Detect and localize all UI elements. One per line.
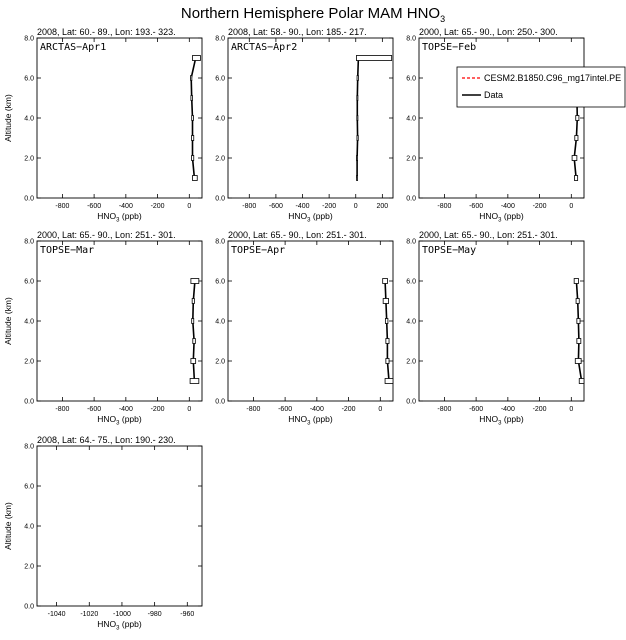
x-tick-label: -1040 <box>47 611 66 618</box>
x-tick-label: -800 <box>55 203 70 210</box>
x-axis-label <box>479 414 524 427</box>
data-range-box <box>576 299 579 304</box>
plot-frame <box>228 241 393 401</box>
data-range-box <box>574 176 577 181</box>
y-tick-label: 2.0 <box>24 563 34 571</box>
y-axis-label: Altitude (km) <box>3 297 13 345</box>
y-tick-label: 8.0 <box>24 443 34 451</box>
x-axis-label-sub: 3 <box>307 217 311 224</box>
x-tick-label: -800 <box>55 406 70 413</box>
data-range-box <box>383 279 388 284</box>
y-tick-label: 2.0 <box>24 358 34 366</box>
x-axis-label-main: HNO <box>288 211 308 221</box>
panel-info: 2000, Lat: 65.- 90., Lon: 251.- 301. <box>37 230 176 240</box>
x-tick-label: 0 <box>187 406 192 413</box>
x-tick-label: 0 <box>569 203 574 210</box>
y-tick-label: 8.0 <box>406 238 416 246</box>
plot-frame <box>419 241 584 401</box>
panel-info: 2000, Lat: 65.- 90., Lon: 250.- 300. <box>419 27 558 37</box>
data-range-box <box>357 96 358 101</box>
plot-frame <box>37 38 202 198</box>
data-range-box <box>191 76 192 81</box>
y-tick-label: 6.0 <box>24 75 34 83</box>
x-tick-label: -600 <box>268 203 283 210</box>
data-range-box <box>192 299 194 304</box>
x-axis-label-main: HNO <box>97 414 117 424</box>
y-tick-label: 8.0 <box>215 238 225 246</box>
x-axis-label <box>97 619 142 632</box>
y-tick-label: 2.0 <box>24 155 34 163</box>
y-tick-label: 2.0 <box>215 358 225 366</box>
x-tick-label: -200 <box>150 203 165 210</box>
data-range-box <box>191 96 193 101</box>
x-tick-label: 0 <box>353 203 358 210</box>
x-tick-label: -1020 <box>80 611 99 618</box>
data-range-box <box>385 379 393 384</box>
y-tick-label: 4.0 <box>24 318 34 326</box>
x-axis-label-sub: 3 <box>498 420 502 427</box>
data-range-box <box>576 116 579 121</box>
x-axis-label-sub: 3 <box>116 420 120 427</box>
data-range-box <box>357 136 358 141</box>
x-tick-label: -200 <box>532 203 547 210</box>
campaign-label: ARCTAS−Apr2 <box>231 42 298 53</box>
x-tick-label: -600 <box>87 203 102 210</box>
panel-2 <box>215 27 393 224</box>
y-tick-label: 4.0 <box>215 115 225 123</box>
y-axis-label: Altitude (km) <box>3 94 13 142</box>
y-tick-label: 0.0 <box>24 398 34 406</box>
x-tick-label: -800 <box>246 406 261 413</box>
data-range-box <box>386 359 389 364</box>
data-range-box <box>383 299 388 304</box>
data-range-box <box>385 319 388 324</box>
x-tick-label: -600 <box>469 203 484 210</box>
y-tick-label: 8.0 <box>406 35 416 43</box>
data-range-box <box>357 116 358 121</box>
x-axis-label <box>97 211 142 224</box>
x-tick-label: -800 <box>437 406 452 413</box>
panels <box>3 27 625 632</box>
x-tick-label: -200 <box>341 406 356 413</box>
data-range-box <box>574 279 578 284</box>
x-tick-label: 0 <box>378 406 383 413</box>
panel-info: 2008, Lat: 64.- 75., Lon: 190.- 230. <box>37 435 176 445</box>
x-tick-label: -600 <box>469 406 484 413</box>
y-tick-label: 6.0 <box>24 483 34 491</box>
y-tick-label: 2.0 <box>215 155 225 163</box>
y-tick-label: 8.0 <box>215 35 225 43</box>
x-axis-label <box>288 211 333 224</box>
x-axis-label-main: HNO <box>97 211 117 221</box>
plot-frame <box>228 38 393 198</box>
x-axis-label-unit: (ppb) <box>119 414 142 424</box>
data-range-box <box>357 176 358 181</box>
y-tick-label: 8.0 <box>24 35 34 43</box>
x-tick-label: -400 <box>295 203 310 210</box>
y-tick-label: 6.0 <box>406 278 416 286</box>
x-tick-label: -400 <box>118 406 133 413</box>
y-tick-label: 8.0 <box>24 238 34 246</box>
data-range-box <box>356 56 391 61</box>
panel-6 <box>406 230 584 427</box>
x-axis-label <box>479 211 524 224</box>
data-profile-line <box>193 281 195 381</box>
data-range-box <box>190 379 199 384</box>
x-axis-label <box>288 414 333 427</box>
y-tick-label: 6.0 <box>215 278 225 286</box>
data-range-box <box>191 359 196 364</box>
data-range-box <box>192 56 200 61</box>
data-range-box <box>193 339 196 344</box>
legend <box>457 67 625 107</box>
panel-5 <box>215 230 393 427</box>
campaign-label: ARCTAS−Apr1 <box>40 42 107 53</box>
y-tick-label: 0.0 <box>24 603 34 611</box>
data-range-box <box>192 176 197 181</box>
x-axis-label-unit: (ppb) <box>310 414 333 424</box>
data-range-box <box>386 339 389 344</box>
campaign-label: TOPSE−Apr <box>231 245 286 256</box>
panel-info: 2008, Lat: 58.- 90., Lon: 185.- 217. <box>228 27 367 37</box>
panel-info: 2000, Lat: 65.- 90., Lon: 251.- 301. <box>228 230 367 240</box>
x-tick-label: -200 <box>532 406 547 413</box>
y-tick-label: 4.0 <box>24 523 34 531</box>
x-tick-label: -1000 <box>112 611 131 618</box>
data-range-box <box>357 76 358 81</box>
x-tick-label: -400 <box>118 203 133 210</box>
campaign-label: TOPSE−Feb <box>422 42 477 53</box>
panel-info: 2008, Lat: 60.- 89., Lon: 193.- 323. <box>37 27 176 37</box>
data-profile-line <box>576 281 581 381</box>
data-range-box <box>575 136 578 141</box>
x-tick-label: -400 <box>500 406 515 413</box>
x-tick-label: -600 <box>278 406 293 413</box>
panel-1 <box>3 27 202 224</box>
x-axis-label-unit: (ppb) <box>501 211 524 221</box>
x-axis-label-unit: (ppb) <box>119 619 142 629</box>
x-tick-label: 200 <box>376 203 389 210</box>
x-axis-label-sub: 3 <box>307 420 311 427</box>
y-tick-label: 4.0 <box>406 115 416 123</box>
x-axis-label-unit: (ppb) <box>310 211 333 221</box>
plot-frame <box>37 241 202 401</box>
y-tick-label: 2.0 <box>406 155 416 163</box>
y-tick-label: 0.0 <box>215 398 225 406</box>
data-range-box <box>575 359 581 364</box>
campaign-label: TOPSE−May <box>422 245 477 256</box>
y-tick-label: 2.0 <box>406 358 416 366</box>
campaign-label: TOPSE−Mar <box>40 245 95 256</box>
x-axis-label-unit: (ppb) <box>119 211 142 221</box>
data-range-box <box>192 136 194 141</box>
figure-title: Northern Hemisphere Polar MAM $HNO_3$ <box>180 5 446 24</box>
x-tick-label: 0 <box>569 406 574 413</box>
legend-data-label: Data <box>484 90 504 100</box>
data-range-box <box>577 339 581 344</box>
data-profile-line <box>385 281 389 381</box>
y-tick-label: 0.0 <box>406 398 416 406</box>
plot-frame <box>37 446 202 606</box>
panel-3 <box>406 27 584 224</box>
x-tick-label: -200 <box>150 406 165 413</box>
y-tick-label: 4.0 <box>406 318 416 326</box>
data-range-box <box>577 319 580 324</box>
data-range-box <box>192 319 194 324</box>
plot-frame <box>419 38 584 198</box>
x-axis-label-main: HNO <box>479 414 499 424</box>
x-tick-label: -600 <box>87 406 102 413</box>
x-axis-label-main: HNO <box>479 211 499 221</box>
data-range-box <box>191 279 199 284</box>
data-range-box <box>572 156 577 161</box>
y-tick-label: 4.0 <box>215 318 225 326</box>
x-tick-label: -200 <box>322 203 337 210</box>
y-tick-label: 6.0 <box>215 75 225 83</box>
x-tick-label: -400 <box>309 406 324 413</box>
x-tick-label: -960 <box>180 611 195 618</box>
panel-4 <box>3 230 202 427</box>
y-tick-label: 0.0 <box>24 195 34 203</box>
x-axis-label-main: HNO <box>288 414 308 424</box>
y-tick-label: 0.0 <box>406 195 416 203</box>
y-tick-label: 6.0 <box>24 278 34 286</box>
x-tick-label: -980 <box>147 611 162 618</box>
x-axis-label-sub: 3 <box>116 217 120 224</box>
x-axis-label-unit: (ppb) <box>501 414 524 424</box>
x-axis-label-main: HNO <box>97 619 117 629</box>
y-tick-label: 6.0 <box>406 75 416 83</box>
data-range-box <box>579 379 584 384</box>
x-tick-label: -800 <box>437 203 452 210</box>
x-tick-label: 0 <box>187 203 192 210</box>
y-axis-label: Altitude (km) <box>3 502 13 550</box>
y-tick-label: 4.0 <box>24 115 34 123</box>
x-axis-label <box>97 414 142 427</box>
x-axis-label-sub: 3 <box>498 217 502 224</box>
x-axis-label-sub: 3 <box>116 625 120 632</box>
y-tick-label: 0.0 <box>215 195 225 203</box>
data-range-box <box>192 156 194 161</box>
panel-7 <box>3 435 202 632</box>
legend-model-label: CESM2.B1850.C96_mg17intel.PE <box>484 73 622 83</box>
x-tick-label: -400 <box>500 203 515 210</box>
panel-info: 2000, Lat: 65.- 90., Lon: 251.- 301. <box>419 230 558 240</box>
data-range-box <box>357 156 358 161</box>
x-tick-label: -800 <box>242 203 257 210</box>
data-range-box <box>192 116 194 121</box>
